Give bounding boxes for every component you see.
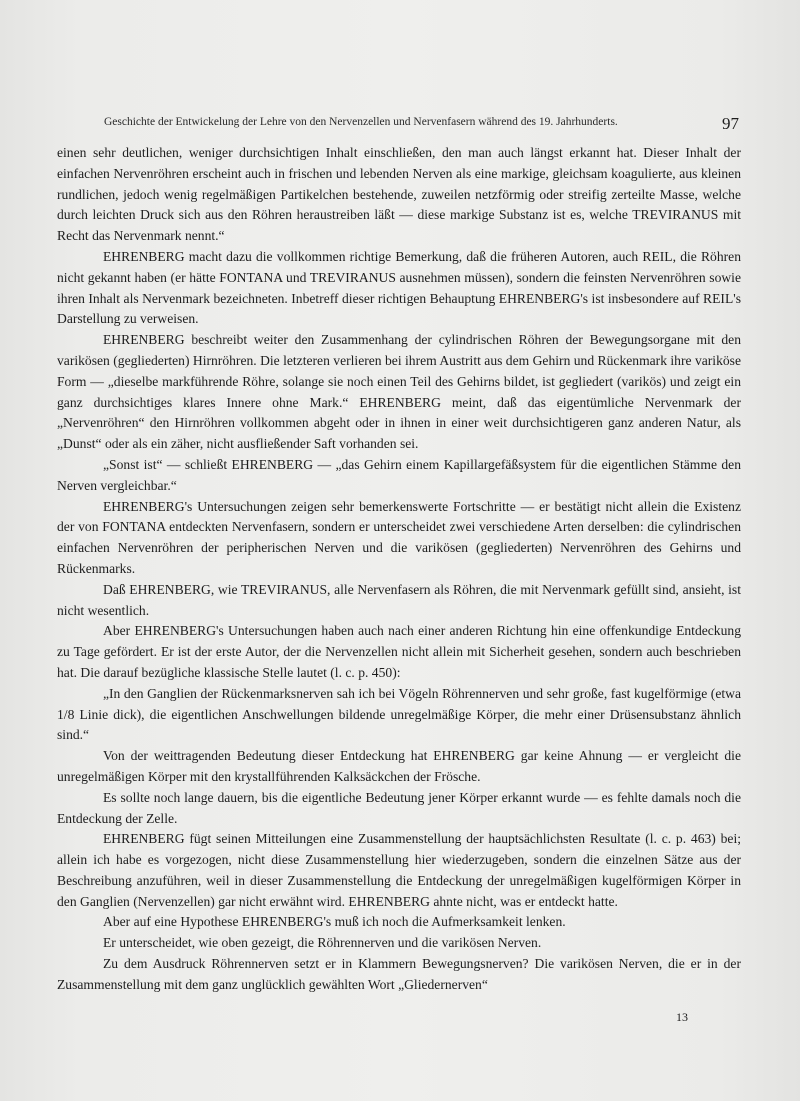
paragraph: Daß EHRENBERG, wie TREVIRANUS, alle Nervenfasern als Röhren, die mit Nervenmark gefüllt sind, ansieht, ist nicht wesentlich. bbox=[57, 581, 741, 618]
paragraph: EHRENBERG fügt seinen Mitteilungen eine Zusammenstellung der hauptsächlichsten Resultate (l. c. p. 463) bei; allein ich habe es vorgezogen, nicht diese Zusammenstellung hier wiederzugeben, sondern die einzelnen Sätze aus der Beschreibung anzuführen, weil in dieser Zusammenstellung die Entdeckung der unregelmäßigen kugelförmigen Körper in den Ganglien (Nervenzellen) gar nicht erwähnt wird. EHRENBERG ahnte nicht, was er entdeckt hatte. bbox=[57, 831, 741, 909]
paragraph: EHRENBERG beschreibt weiter den Zusammenhang der cylindrischen Röhren der Bewegungsorgane mit den varikösen (gegliederten) Hirnröhren. Die letzteren verlieren bei ihrem Austritt aus dem Gehirn und Rückenmark ihre variköse Form — „dieselbe markführende Röhre, solange sie noch einen Teil des Gehirns bildet, ist gegliedert (varikös) und zeigt ein ganz durchsichtiges klares Innere ohne Mark.“ EHRENBERG meint, daß das eigentümliche Nervenmark der „Nervenröhren“ den Hirnröhren vollkommen abgeht oder in ihnen in einer weit durchsichtigeren ganz anderen Natur, als „Dunst“ oder als ein zäher, nicht ausfließender Saft vorhanden sei. bbox=[57, 332, 741, 452]
paragraph: einen sehr deutlichen, weniger durchsichtigen Inhalt einschließen, den man auch längst erkannt hat. Dieser Inhalt der einfachen Nervenröhren erscheint auch in frischen und lebenden Nerven als eine markige, gleichsam koagulierte, aus kleinen rundlichen, jedoch wenig regelmäßigen Partikelchen bestehende, zuweilen netzförmig oder streifig zerteilte Masse, welche durch leichten Druck sich aus den Röhren heraustreiben läßt — diese markige Substanz ist es, welche TREVIRANUS mit Recht das Nervenmark nennt.“ bbox=[57, 145, 741, 244]
quote-paragraph: „In den Ganglien der Rückenmarksnerven sah ich bei Vögeln Röhrennerven und sehr große, fast kugelförmige (etwa 1/8 Linie dick), die eigentlichen Anschwellungen bildende unregelmäßige Körper, die mehr einer Drüsensubstanz ähnlich sind.“ bbox=[57, 685, 741, 743]
paragraph: Er unterscheidet, wie oben gezeigt, die Röhrennerven und die varikösen Nerven. bbox=[103, 935, 542, 951]
paragraph: Aber auf eine Hypothese EHRENBERG's muß ich noch die Aufmerksamkeit lenken. bbox=[103, 914, 566, 930]
paragraph: Von der weittragenden Bedeutung dieser Entdeckung hat EHRENBERG gar keine Ahnung — er vergleicht die unregelmäßigen Körper mit den krystallführenden Kalksäckchen der Frösche. bbox=[57, 748, 741, 784]
paragraph: EHRENBERG macht dazu die vollkommen richtige Bemerkung, daß die früheren Autoren, auch REIL, die Röhren nicht gekannt haben (er hätte FONTANA und TREVIRANUS ausnehmen müssen), sondern die feinsten Nervenröhren sowie ihren Inhalt als Nervenmark bezeichneten. Inbetreff dieser richtigen Behauptung EHRENBERG's ist insbesondere auf REIL's Darstellung zu verweisen. bbox=[57, 248, 741, 327]
running-header: Geschichte der Entwickelung der Lehre von den Nervenzellen und Nervenfasern während des 19. Jahrhunderts. bbox=[104, 116, 618, 128]
paragraph: „Sonst ist“ — schließt EHRENBERG — „das Gehirn einem Kapillargefäßsystem für die eigentlichen Stämme den Nerven vergleichbar.“ bbox=[57, 456, 741, 493]
body-text bbox=[57, 143, 741, 996]
page-number: 97 bbox=[722, 114, 739, 133]
paragraph: Es sollte noch lange dauern, bis die eigentliche Bedeutung jener Körper erkannt wurde — es fehlte damals noch die Entdeckung der Zelle. bbox=[57, 789, 741, 826]
signature-mark: 13 bbox=[676, 1010, 688, 1024]
paragraph: Zu dem Ausdruck Röhrennerven setzt er in Klammern Bewegungsnerven? Die varikösen Nerven, die er in der Zusammenstellung mit dem ganz unglücklich gewählten Wort „Gliedernerven“ bbox=[57, 956, 741, 992]
paragraph: EHRENBERG's Untersuchungen zeigen sehr bemerkenswerte Fortschritte — er bestätigt nicht allein die Existenz der von FONTANA entdeckten Nervenfasern, sondern er unterscheidet zwei verschiedene Arten derselben: die cylindrischen einfachen Nervenröhren der peripherischen Nerven und die varikösen (gegliederten) Nervenröhren des Gehirns und Rückenmarks. bbox=[57, 498, 741, 576]
paragraph: Aber EHRENBERG's Untersuchungen haben auch nach einer anderen Richtung hin eine offenkundige Entdeckung zu Tage gefördert. Er ist der erste Autor, der die Nervenzellen nicht allein mit Sicherheit gesehen, sondern auch beschrieben hat. Die darauf bezügliche klassische Stelle lautet (l. c. p. 450): bbox=[57, 623, 741, 680]
